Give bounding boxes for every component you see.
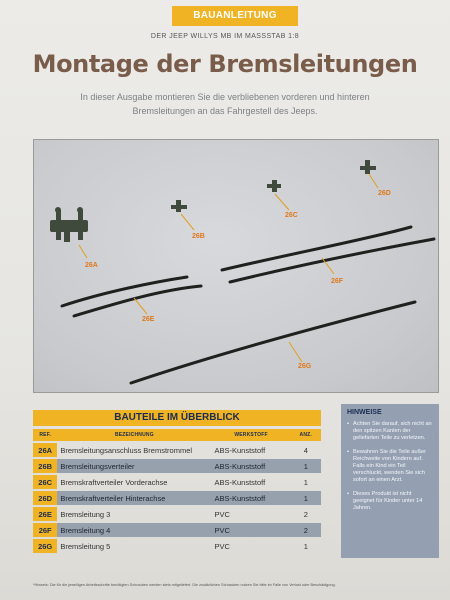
- brake-line-26g: [131, 302, 415, 383]
- part-qty: 4: [303, 445, 308, 455]
- part-material: PVC: [211, 523, 290, 537]
- parts-photo: [33, 139, 439, 393]
- part-label: 26A: [85, 262, 98, 269]
- column-header-material: WERKSTOFF: [211, 429, 290, 441]
- table-row: [33, 539, 321, 553]
- part-26d-distributor-rear: [360, 160, 376, 174]
- part-name: Bremsleitungsverteiler: [57, 459, 211, 473]
- part-qty: 2: [303, 509, 308, 519]
- part-name: Bremskraftverteiler Hinterachse: [57, 491, 211, 505]
- part-ref: 26D: [33, 491, 57, 505]
- part-material: PVC: [214, 509, 230, 519]
- column-header-ref: REF.: [33, 429, 57, 441]
- part-26c-distributor-front: [267, 180, 281, 192]
- part-material: ABS-Kunststoff: [211, 459, 290, 473]
- part-name: Bremsleitung 5: [60, 541, 111, 551]
- part-material: ABS-Kunststoff: [214, 445, 266, 455]
- part-material: PVC: [214, 541, 230, 551]
- page-title: Montage der Bremsleitungen: [32, 50, 418, 78]
- column-header-name: BEZEICHNUNG: [57, 429, 211, 441]
- part-ref: 26G: [33, 539, 57, 553]
- hints-title: HINWEISE: [347, 409, 382, 416]
- part-ref: 26B: [33, 459, 57, 473]
- part-name: Bremsleitung 3: [60, 509, 111, 519]
- footnote: *Hinweis: Die für die jeweiligen Arbeitsschritte benötigten Schrauben werden stets mitgeliefert. Die zusätzlichen Schrauben nutzen Sie bitte im Falle von Verlust oder Beschädigung.: [33, 583, 336, 587]
- part-name: Bremsleitungsanschluss Bremstrommel: [60, 445, 193, 455]
- table-row: [33, 507, 321, 521]
- part-name: Bremskraftverteiler Vorderachse: [60, 477, 168, 487]
- hint-item: • Dieses Produkt ist nicht geeignet für Kinder unter 14 Jahren.: [347, 491, 433, 513]
- part-ref: 26A: [33, 443, 57, 457]
- part-label: 26B: [192, 233, 205, 240]
- part-qty: 1: [291, 491, 321, 505]
- table-row: [33, 523, 321, 537]
- parts-overview-title: BAUTEILE IM ÜBERBLICK: [33, 410, 321, 426]
- part-ref: 26F: [33, 523, 57, 537]
- hint-item: • Achten Sie darauf, sich nicht an den spitzen Kanten der geliefarten Teile zu verletzen.: [347, 421, 433, 443]
- parts-table: [33, 427, 321, 555]
- part-label: 26C: [285, 212, 298, 219]
- part-label: 26F: [331, 278, 344, 285]
- hint-item: • Bewahren Sie die Teile außer Reichweite von Kindern auf. Falls ein Kind ein Teil verschluckt, wenden Sie sich sofort an einen Arzt.: [347, 449, 433, 485]
- part-label: 26G: [298, 363, 312, 370]
- part-label: 26D: [378, 190, 391, 197]
- part-26a-connector: [50, 207, 88, 242]
- table-row: [33, 475, 321, 489]
- part-name: Bremsleitung 4: [57, 523, 211, 537]
- part-material: ABS-Kunststoff: [214, 477, 266, 487]
- part-ref: 26E: [33, 507, 57, 521]
- part-qty: 1: [291, 459, 321, 473]
- part-material: ABS-Kunststoff: [211, 491, 290, 505]
- table-row: [33, 443, 321, 457]
- section-tab: BAUANLEITUNG: [172, 6, 298, 26]
- parts-table-header: [33, 429, 321, 441]
- part-qty: 1: [303, 477, 308, 487]
- part-label: 26E: [142, 316, 155, 323]
- part-26b-distributor: [171, 200, 187, 212]
- intro-text: In dieser Ausgabe montieren Sie die verbliebenen vorderen und hinteren Bremsleitungen an das Fahrgestell des Jeeps.: [80, 92, 370, 116]
- part-ref: 26C: [33, 475, 57, 489]
- hints-list: [347, 421, 433, 512]
- part-qty: 1: [303, 541, 308, 551]
- brake-line-26e-b: [74, 286, 201, 316]
- table-row: [33, 491, 321, 505]
- hints-box: [341, 404, 439, 558]
- column-header-qty: ANZ.: [291, 429, 321, 441]
- table-row: [33, 459, 321, 473]
- series-title: DER JEEP WILLYS MB IM MASSSTAB 1:8: [150, 33, 300, 40]
- part-qty: 2: [291, 523, 321, 537]
